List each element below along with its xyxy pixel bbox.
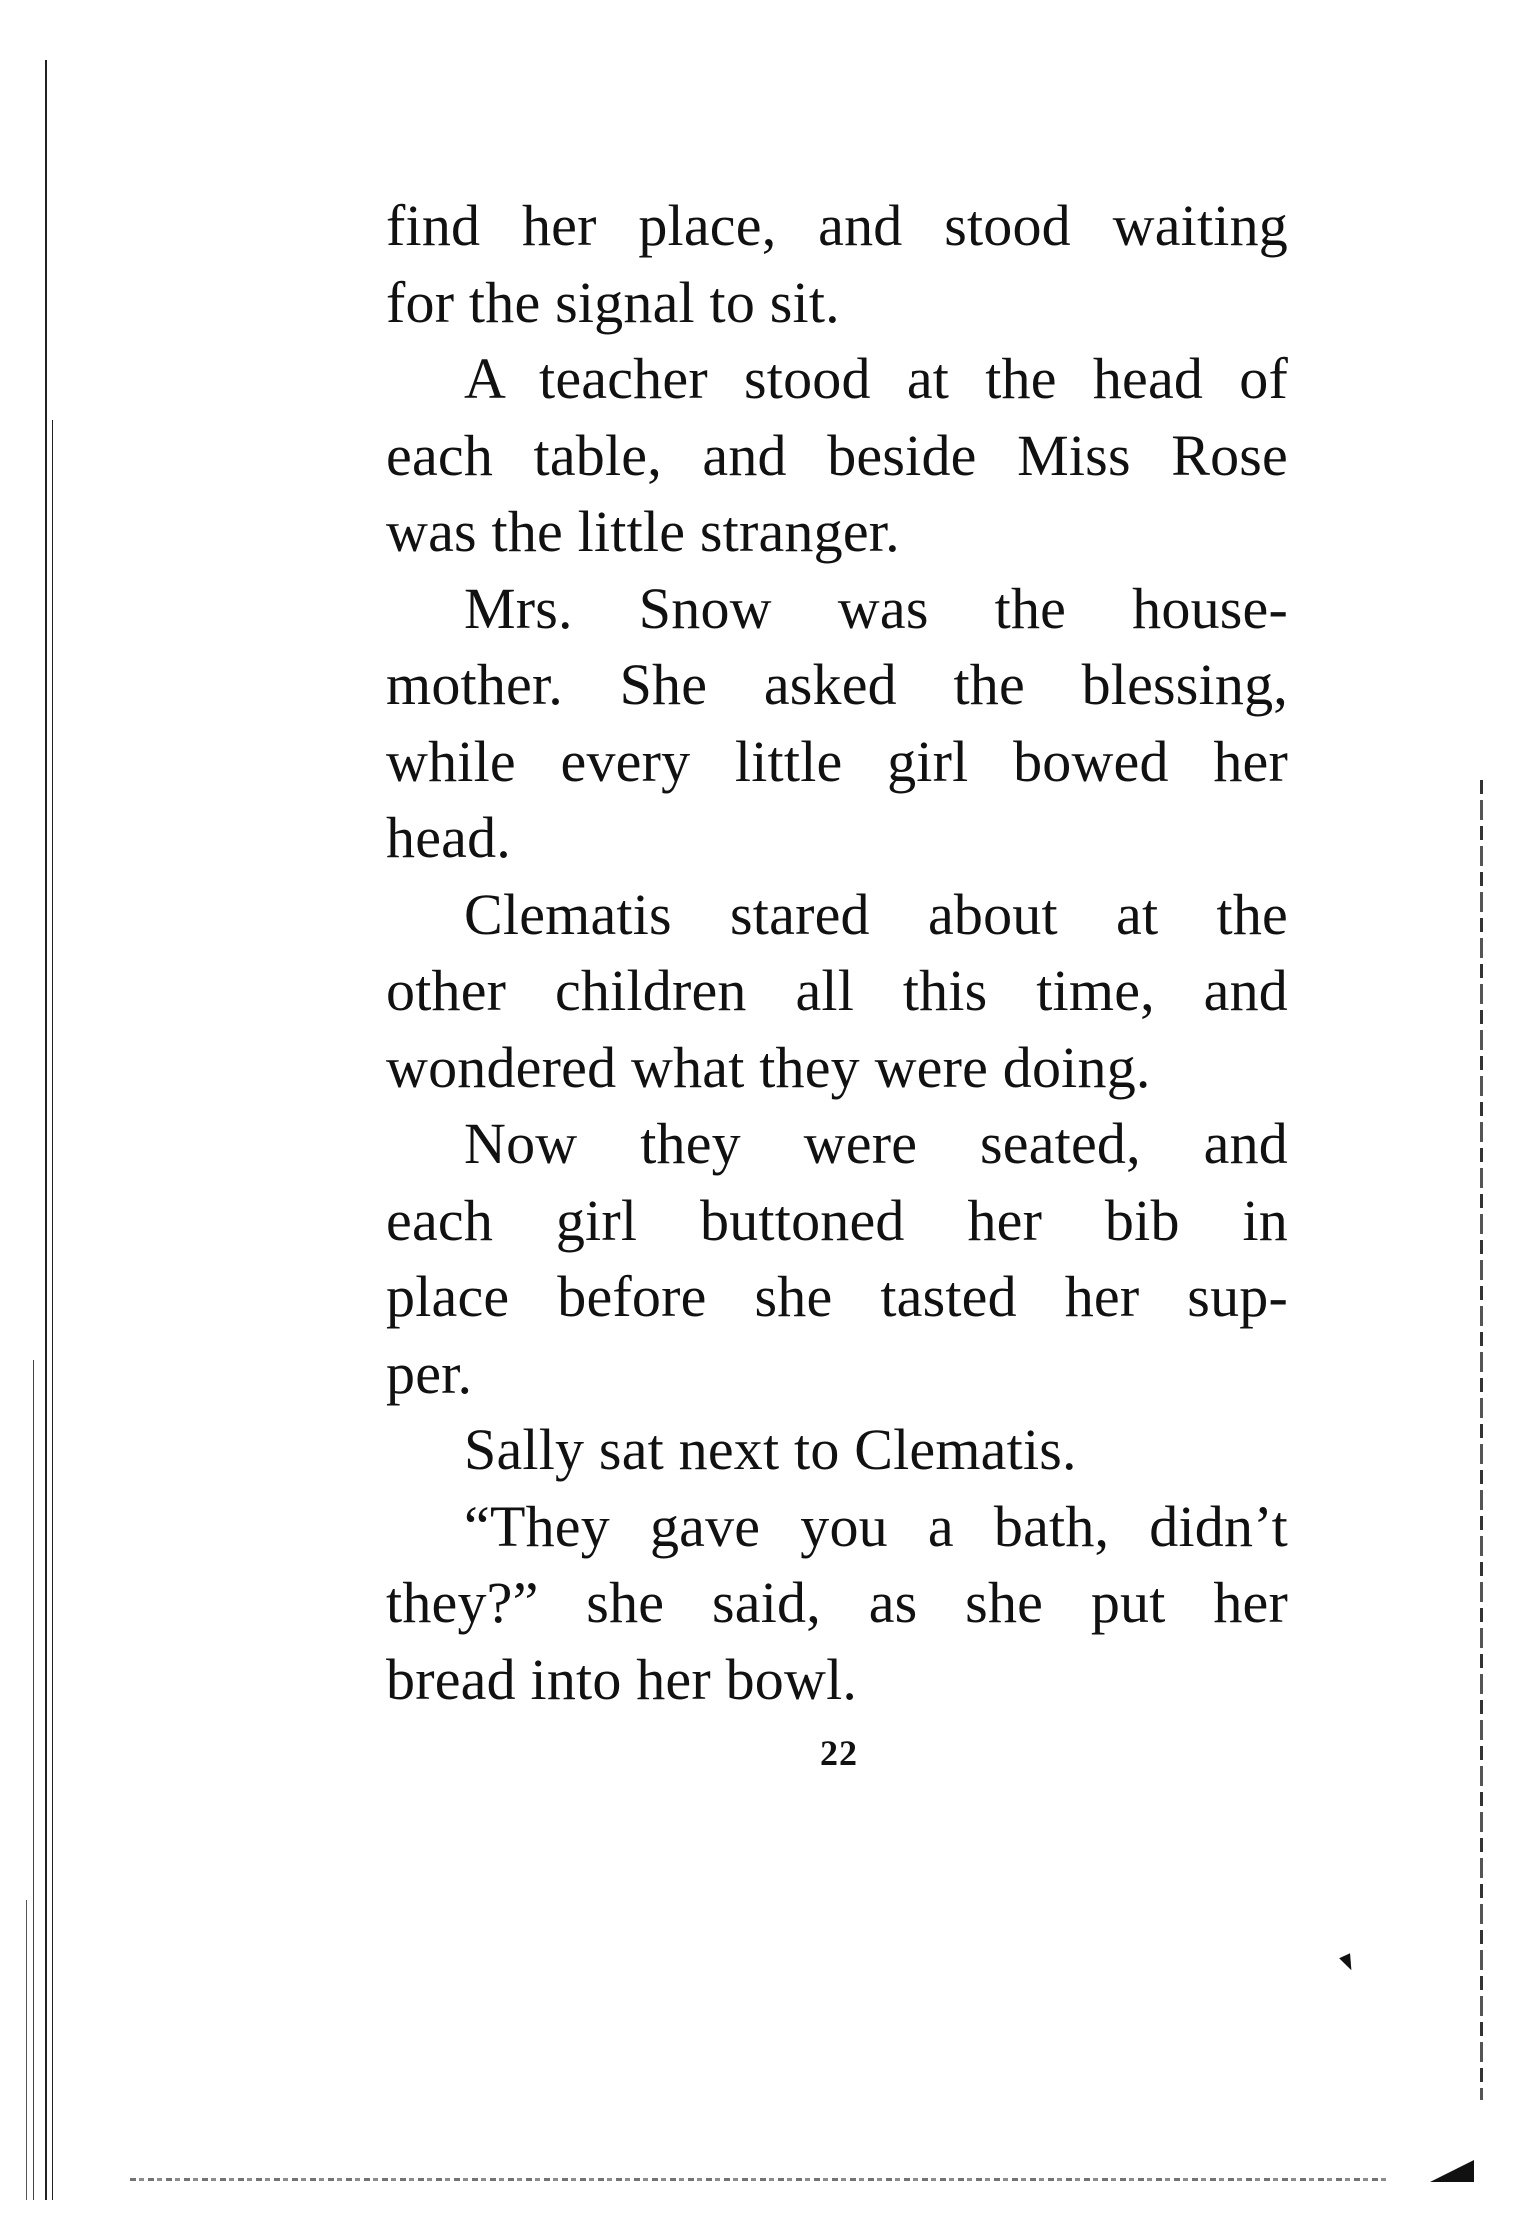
page-corner-mark (1430, 2160, 1474, 2182)
text-line: they?” she said, as she put her (386, 1570, 1288, 1635)
text-line: Clematis stared about at the (464, 881, 1288, 947)
page-number: 22 (820, 1733, 858, 1773)
binding-line (45, 60, 47, 2200)
text-line: while every little girl bowed her (386, 728, 1288, 794)
text-line: mother. She asked the blessing, (386, 652, 1288, 717)
text-line: Sally sat next to Clematis. (464, 1417, 1077, 1482)
binding-line (26, 1900, 27, 2200)
body-text (386, 188, 1288, 1718)
text-line: each table, and beside Miss Rose (386, 422, 1288, 488)
text-line: find her place, and stood waiting (386, 193, 1288, 258)
text-line: Mrs. Snow was the house- (464, 575, 1288, 641)
text-line: for the signal to sit. (386, 269, 840, 335)
text-line: A teacher stood at the head of (464, 346, 1288, 411)
text-line: Now they were seated, and (464, 1111, 1288, 1176)
text-line: per. (386, 1340, 473, 1406)
text-line: “They gave you a bath, didn’t (464, 1493, 1288, 1559)
binding-line (33, 1360, 34, 2200)
text-line: place before she tasted her sup- (386, 1264, 1288, 1329)
page-bottom-edge (130, 2178, 1390, 2181)
binding-line (52, 420, 53, 2200)
text-line: other children all this time, and (386, 958, 1288, 1023)
text-line: head. (386, 805, 511, 870)
text-line: wondered what they were doing. (386, 1034, 1151, 1100)
text-line: was the little stranger. (386, 499, 900, 564)
text-line: bread into her bowl. (386, 1646, 858, 1712)
page-edge-shadow (1480, 780, 1483, 2100)
scan-mark (1339, 1953, 1357, 1973)
text-line: each girl buttoned her bib in (386, 1187, 1288, 1253)
